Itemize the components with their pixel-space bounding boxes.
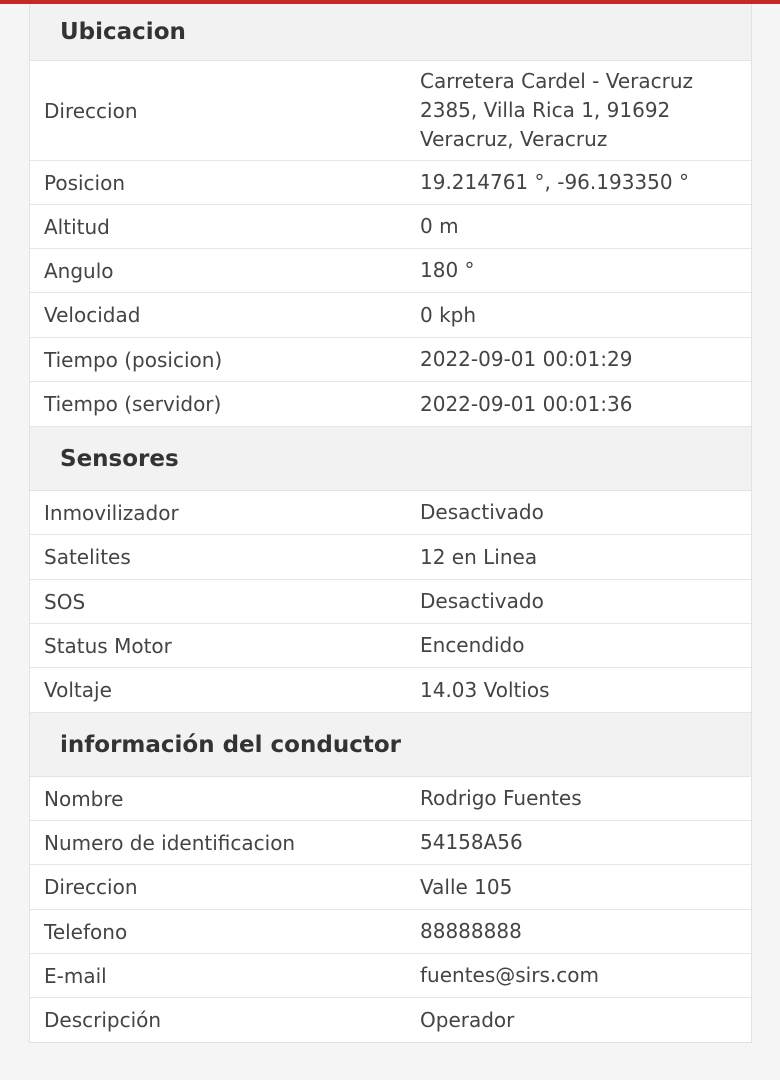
table-row <box>30 293 751 338</box>
table-row <box>30 668 751 713</box>
row-value: 180 ° <box>420 258 475 282</box>
row-value: 2022-09-01 00:01:36 <box>420 391 633 416</box>
row-value: 19.214761 °, -96.193350 ° <box>420 170 689 194</box>
table-row <box>30 338 751 382</box>
row-label: Inmovilizador <box>44 500 179 525</box>
row-label: Voltaje <box>44 678 112 702</box>
row-value: 2022-09-01 00:01:29 <box>420 347 633 371</box>
table-row <box>30 61 751 161</box>
table-row <box>30 954 751 998</box>
table-row <box>30 910 751 954</box>
section-header-ubicacion: Ubicacion <box>30 4 751 61</box>
row-label: Velocidad <box>44 303 141 327</box>
row-value: Carretera Cardel - Veracruz 2385, Villa Rica 1, 91692 Veracruz, Veracruz <box>420 69 694 151</box>
row-label: Numero de identificacion <box>44 830 296 855</box>
row-label: Altitud <box>44 214 110 239</box>
row-label: Angulo <box>44 258 114 283</box>
row-value: 88888888 <box>420 919 522 943</box>
row-label: Status Motor <box>44 633 172 658</box>
row-value: Desactivado <box>420 589 544 613</box>
row-label: Satelites <box>44 545 131 569</box>
row-label: SOS <box>44 589 86 614</box>
row-value: Valle 105 <box>420 874 513 899</box>
row-label: E-mail <box>44 963 107 988</box>
table-row <box>30 491 751 535</box>
row-value: Operador <box>420 1007 515 1032</box>
row-label: Tiempo (posicion) <box>44 347 223 372</box>
table-row <box>30 624 751 668</box>
row-label: Descripción <box>44 1008 162 1032</box>
table-row <box>30 382 751 427</box>
row-value: 12 en Linea <box>420 544 538 569</box>
row-value: Encendido <box>420 633 525 657</box>
row-label: Nombre <box>44 786 124 811</box>
row-label: Tiempo (servidor) <box>44 392 222 416</box>
row-value: fuentes@sirs.com <box>420 963 599 987</box>
table-row <box>30 777 751 821</box>
info-panel <box>29 4 752 1043</box>
row-value: 0 kph <box>420 302 477 327</box>
table-row <box>30 580 751 624</box>
row-label: Direccion <box>44 875 138 899</box>
section-header-conductor: información del conductor <box>30 713 751 777</box>
row-value: Rodrigo Fuentes <box>420 786 582 810</box>
table-row <box>30 821 751 865</box>
table-row <box>30 865 751 910</box>
table-row <box>30 535 751 580</box>
table-row <box>30 249 751 293</box>
row-label: Posicion <box>44 170 126 195</box>
table-row <box>30 161 751 205</box>
row-label: Telefono <box>44 919 128 944</box>
section-header-sensores: Sensores <box>30 427 751 491</box>
row-value: 14.03 Voltios <box>420 677 550 702</box>
row-value: 54158A56 <box>420 830 523 854</box>
row-value: Desactivado <box>420 500 544 524</box>
table-row <box>30 998 751 1042</box>
row-label: Direccion <box>44 98 138 123</box>
table-row <box>30 205 751 249</box>
row-value: 0 m <box>420 214 459 238</box>
